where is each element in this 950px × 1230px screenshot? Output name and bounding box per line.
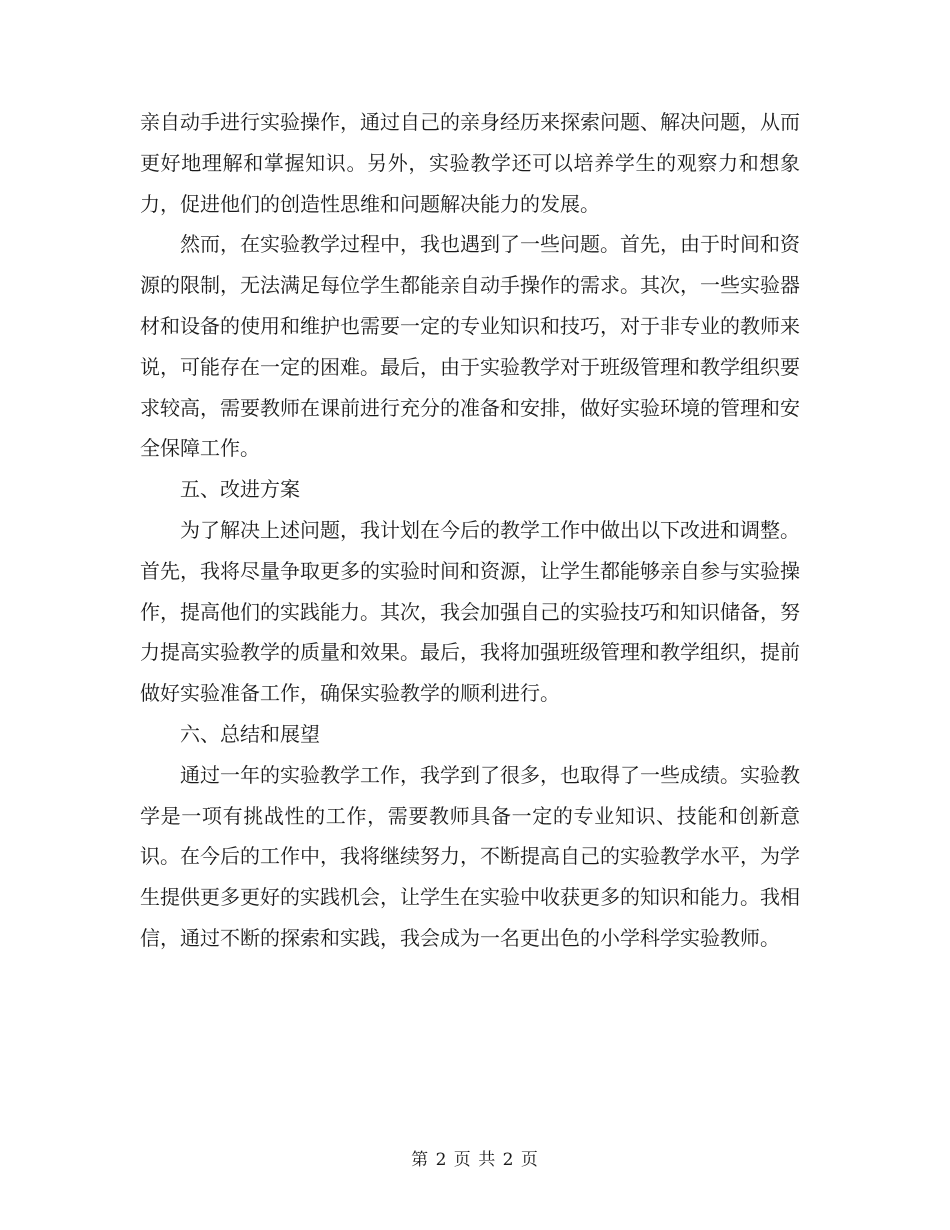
paragraph-continued: 亲自动手进行实验操作，通过自己的亲身经历来探索问题、解决问题，从而更好地理解和掌握知识。另外，实验教学还可以培养学生的观察力和想象力，促进他们的创造性思维和问题解决能力的发展。 [140, 110, 800, 216]
paragraph-improvement-plan: 为了解决上述问题，我计划在今后的教学工作中做出以下改进和调整。首先，我将尽量争取更多的实验时间和资源，让学生都能够亲自参与实验操作，提高他们的实践能力。其次，我会加强自己的实验技巧和知识储备，努力提高实验教学的质量和效果。最后，我将加强班级管理和教学组织，提前做好实验准备工作，确保实验教学的顺利进行。 [140, 517, 800, 706]
document-body [140, 102, 800, 959]
section-heading-improvement: 五、改进方案 [180, 477, 300, 502]
paragraph-problems: 然而，在实验教学过程中，我也遇到了一些问题。首先，由于时间和资源的限制，无法满足每位学生都能亲自动手操作的需求。其次，一些实验器材和设备的使用和维护也需要一定的专业知识和技巧，对于非专业的教师来说，可能存在一定的困难。最后，由于实验教学对于班级管理和教学组织要求较高，需要教师在课前进行充分的准备和安排，做好实验环境的管理和安全保障工作。 [140, 232, 800, 461]
paragraph-summary: 通过一年的实验教学工作，我学到了很多，也取得了一些成绩。实验教学是一项有挑战性的工作，需要教师具备一定的专业知识、技能和创新意识。在今后的工作中，我将继续努力，不断提高自己的实验教学水平，为学生提供更多更好的实践机会，让学生在实验中收获更多的知识和能力。我相信，通过不断的探索和实践，我会成为一名更出色的小学科学实验教师。 [140, 762, 800, 950]
section-heading-summary: 六、总结和展望 [180, 721, 320, 746]
page-number-footer: 第 2 页 共 2 页 [411, 1150, 539, 1170]
